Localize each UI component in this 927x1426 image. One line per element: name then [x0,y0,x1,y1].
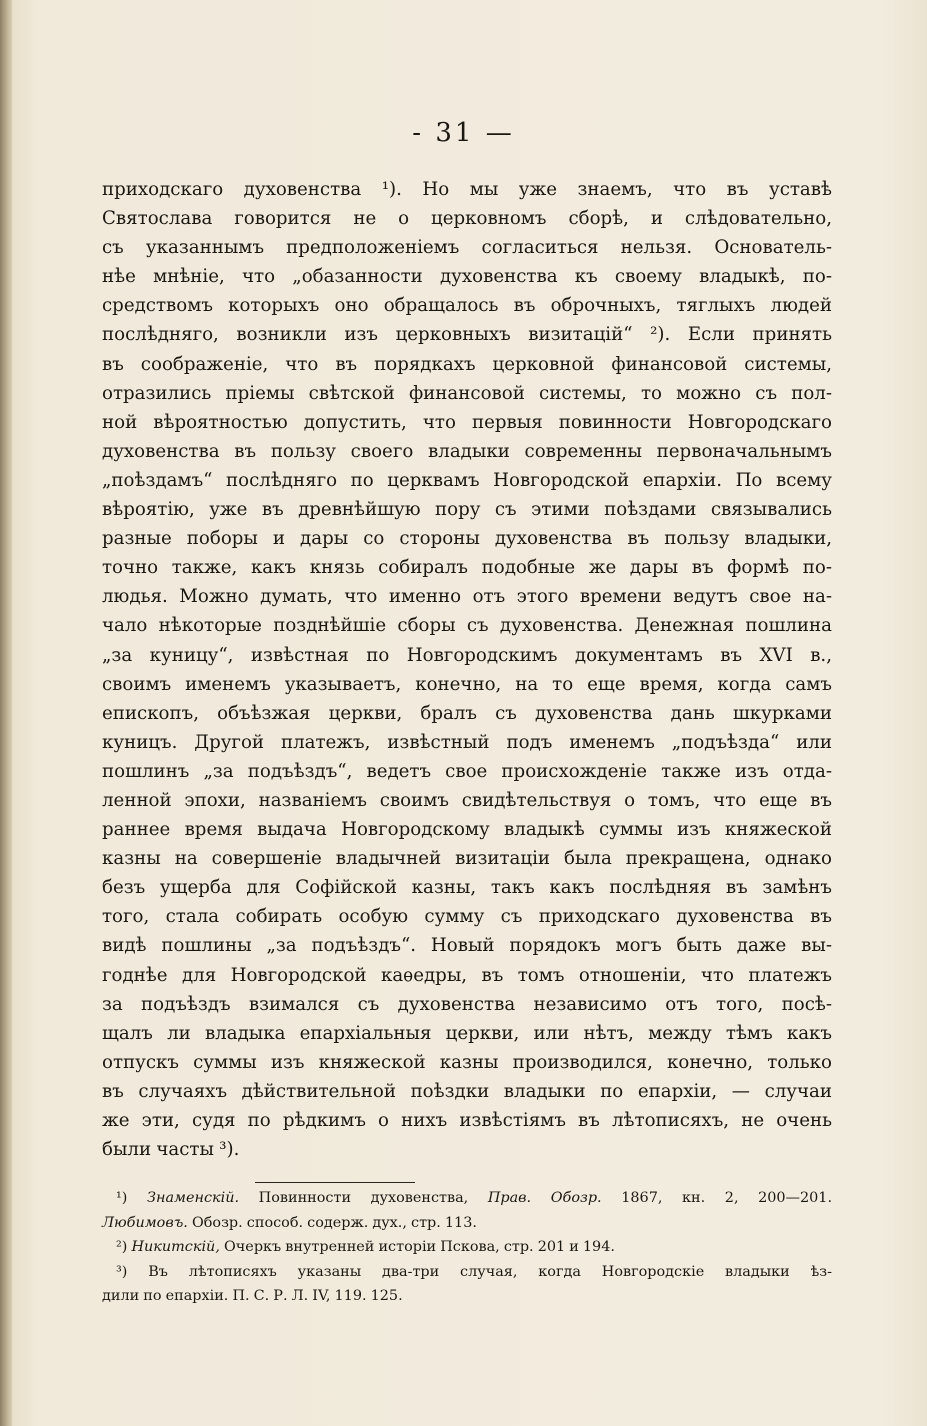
footnote-3 [102,1260,832,1285]
footnote-text: Очеркъ внутренней исторіи Пскова, стр. 201 и 194. [223,1239,615,1255]
text-line: куницъ. Другой платежъ, извѣстный подъ именемъ „подъѣзда“ или [102,731,832,753]
footnote-text: Въ лѣтописяхъ указаны два-три случая, когда Новгородскіе владыки ѣз- [148,1263,832,1280]
text-line: „за куницу“, извѣстная по Новгородскимъ документамъ въ XVI в., [102,644,832,666]
footnote-3-continued: дили по епархіи. П. С. Р. Л. IV, 119. 125. [102,1288,403,1304]
text-line: ной вѣроятностью допустить, что первыя повинности Новгородскаго [102,411,832,433]
text-line: епископъ, объѣзжая церкви, бралъ съ духовенства дань шкурками [102,702,832,724]
body-text [102,175,832,1164]
footnote-marker: ²) [116,1239,128,1255]
footnote-journal: Прав. Обозр. [487,1190,602,1206]
text-line: средствомъ которыхъ оно обращалось въ оброчныхъ, тяглыхъ людей [102,295,832,317]
footnote-marker: ¹) [116,1190,128,1206]
page-number: - 31 — [412,118,515,148]
footnote-text: Повинности духовенства, [258,1190,469,1206]
text-line: съ указаннымъ предположеніемъ согласиться нельзя. Основатель- [102,237,832,259]
footnote-2 [102,1235,832,1260]
text-line: ленной эпохи, названіемъ своимъ свидѣтельствуя о томъ, что еще въ [102,789,832,811]
footnote-1 [102,1186,832,1211]
text-line: раннее время выдача Новгородскому владыкѣ суммы изъ княжеской [102,819,832,841]
text-line: „поѣздамъ“ послѣдняго по церквамъ Новгородской епархіи. По всему [102,469,832,491]
text-line: за подъѣздъ взимался съ духовенства независимо отъ того, посѣ- [102,993,832,1015]
text-line: отпускъ суммы изъ княжеской казны производился, конечно, только [102,1051,832,1073]
text-line: безъ ущерба для Софійской казны, такъ какъ послѣдняя въ замѣнъ [102,877,832,899]
text-line: щалъ ли владыка епархіальныя церкви, или нѣтъ, между тѣмъ какъ [102,1022,832,1044]
text-line: годнѣе для Новгородской каѳедры, въ томъ отношеніи, что платежъ [102,964,832,986]
text-line: въ соображеніе, что въ порядкахъ церковной финансовой системы, [102,353,832,375]
text-line: того, стала собирать особую сумму съ приходскаго духовенства въ [102,906,832,928]
text-line: Святослава говорится не о церковномъ сборѣ, и слѣдовательно, [102,208,832,230]
text-line: чало нѣкоторые позднѣйшіе сборы съ духовенства. Денежная пошлина [102,615,832,637]
text-line: же эти, судя по рѣдкимъ о нихъ извѣстіямъ въ лѣтописяхъ, не очень [102,1110,832,1131]
footnote-text: 1867, кн. 2, 200—201. [621,1190,833,1206]
text-line: послѣдняго, возникли изъ церковныхъ визитацій“ ²). Если принять [102,324,832,346]
footnote-author: Знаменскій. [147,1190,240,1206]
text-line: духовенства въ пользу своего владыки современны первоначальнымъ [102,440,832,462]
text-line: приходскаго духовенства ¹). Но мы уже знаемъ, что въ уставѣ [102,179,832,200]
footnote-author: Никитскій, [131,1239,220,1255]
text-line: вѣроятію, уже въ древнѣйшую пору съ этими поѣздами связывались [102,499,832,521]
text-line: въ случаяхъ дѣйствительной поѣздки владыки по епархіи, — случаи [102,1080,832,1102]
footnote-text: Обозр. способ. содерж. дух., стр. 113. [191,1214,477,1231]
text-line: отразились пріемы свѣтской финансовой системы, то можно съ пол- [102,382,832,404]
text-line: казны на совершеніе владычней визитаціи была прекращена, однако [102,848,832,870]
text-line: людья. Можно думать, что именно отъ этого времени ведутъ свое на- [102,586,832,608]
footnote-author: Любимовъ. [102,1214,188,1231]
footnote-separator [255,1182,415,1183]
text-line: разные поборы и дары со стороны духовенства въ пользу владыки, [102,528,832,550]
text-line: нѣе мнѣніе, что „обазанности духовенства къ своему владыкѣ, по- [102,266,832,288]
footnotes [102,1186,832,1309]
text-line: пошлинъ „за подъѣздъ“, ведетъ свое происхожденіе также изъ отда- [102,760,832,782]
text-line: точно также, какъ князь собиралъ подобные же дары въ формѣ по- [102,557,832,579]
text-line: своимъ именемъ указываетъ, конечно, на то еще время, когда самъ [102,673,832,695]
footnote-1-continued [102,1211,832,1236]
text-line-last: были часты ³). [102,1139,240,1161]
page-binding-edge [0,0,12,1426]
footnote-marker: ³) [116,1263,128,1280]
text-line: видѣ пошлины „за подъѣздъ“. Новый порядокъ могъ быть даже вы- [102,935,832,957]
